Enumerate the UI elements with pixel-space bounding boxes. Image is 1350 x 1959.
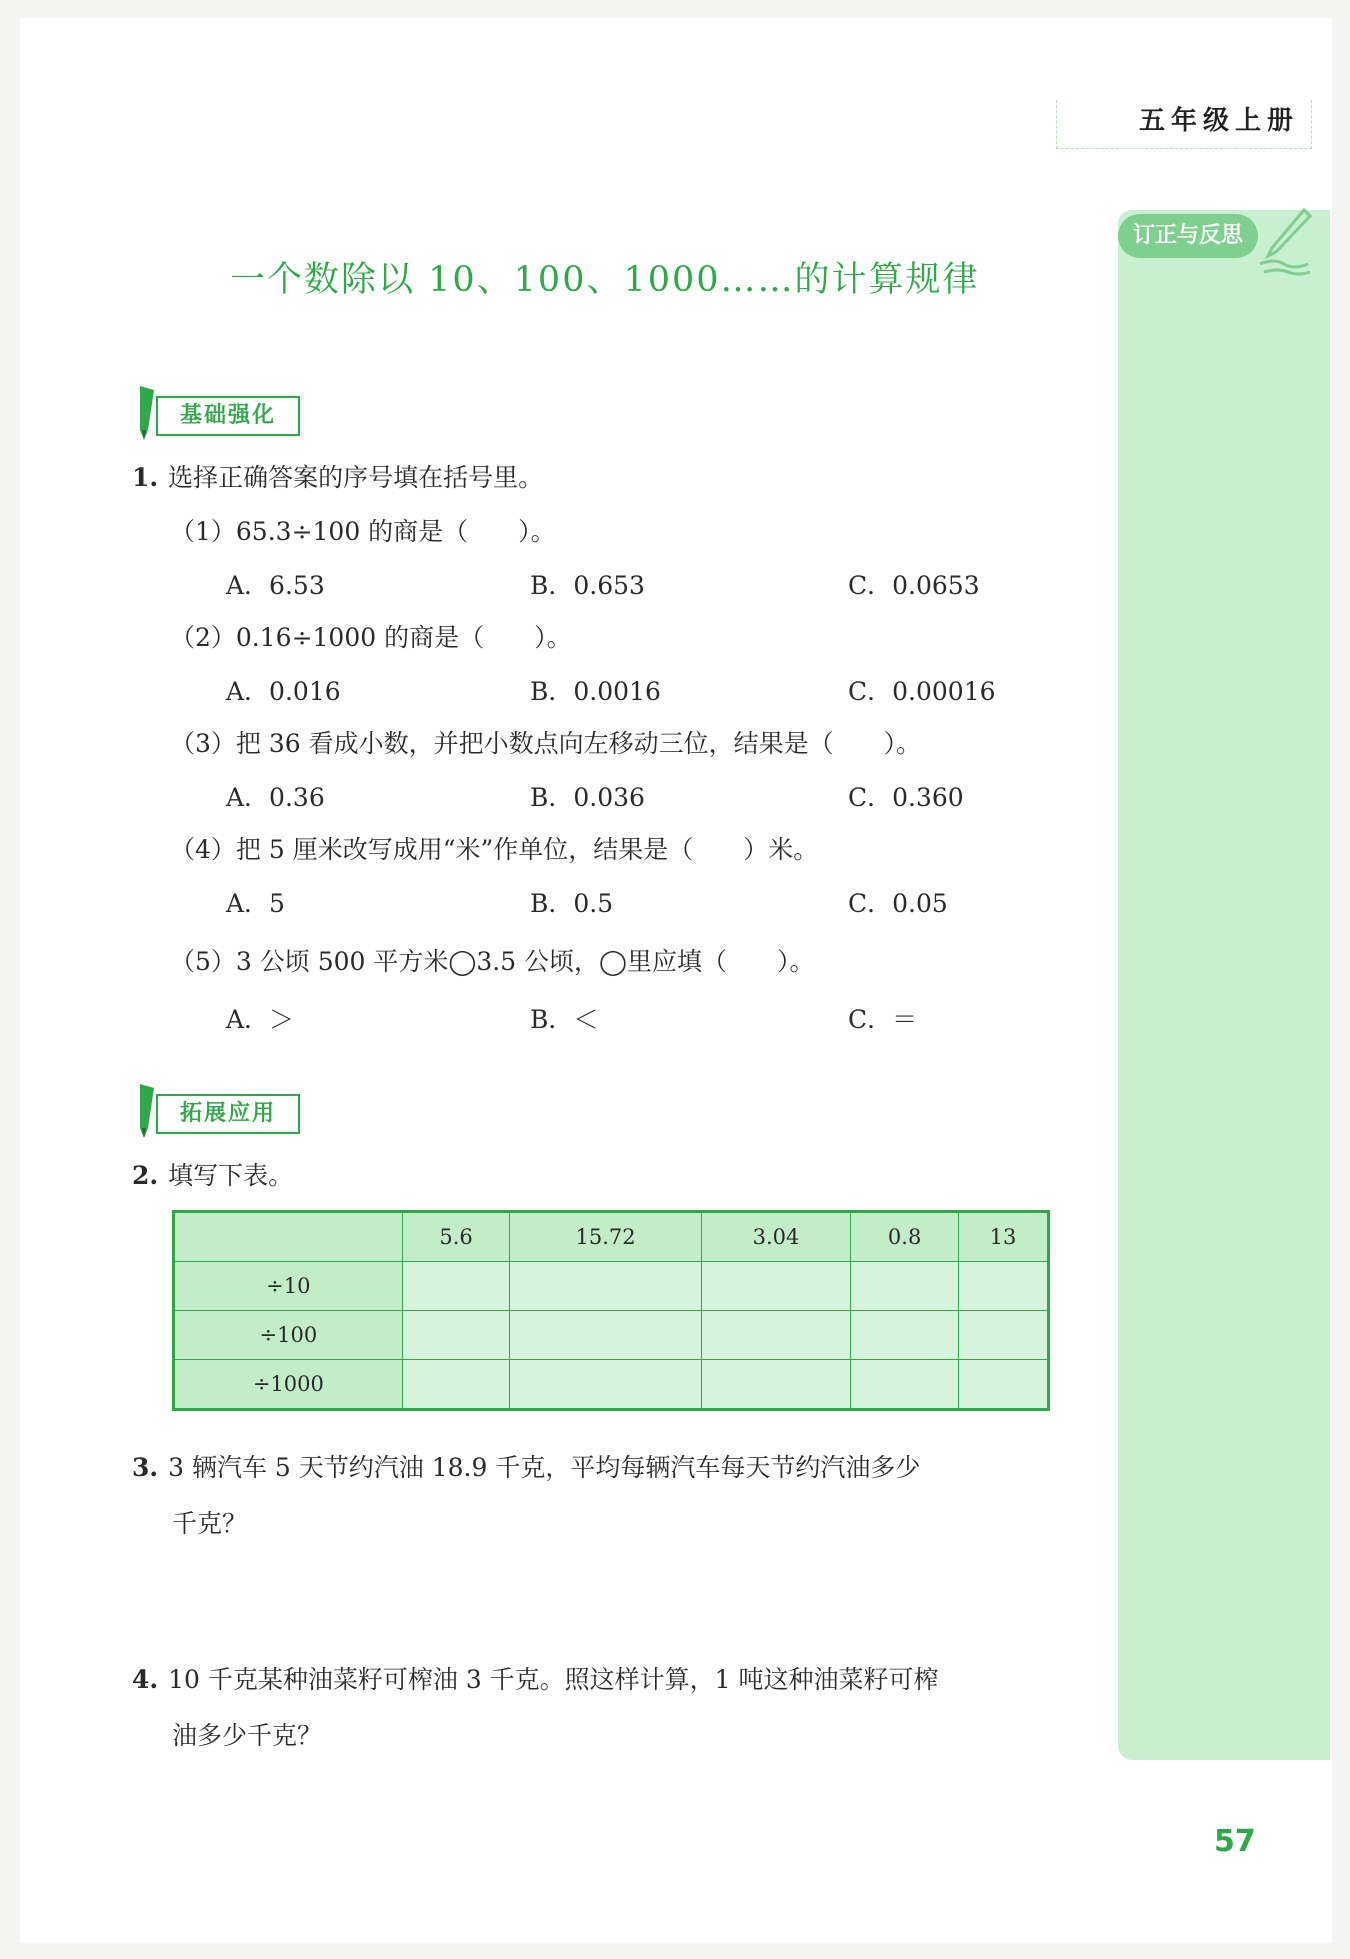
answer-cell[interactable] bbox=[402, 1311, 510, 1360]
q1-item-1-option-b[interactable]: B．0.653 bbox=[530, 571, 645, 600]
answer-cell[interactable] bbox=[510, 1311, 701, 1360]
question-text: 选择正确答案的序号填在括号里。 bbox=[168, 463, 544, 492]
answer-cell[interactable] bbox=[510, 1360, 701, 1410]
table-row bbox=[174, 1360, 1049, 1410]
table-row bbox=[174, 1262, 1049, 1311]
answer-cell[interactable] bbox=[958, 1262, 1048, 1311]
table-header-cell: 3.04 bbox=[701, 1212, 851, 1262]
pen-icon bbox=[1254, 206, 1314, 278]
q1-item-5-option-a[interactable]: A．＞ bbox=[226, 1005, 295, 1034]
answer-cell[interactable] bbox=[958, 1360, 1048, 1410]
question-number: 1. bbox=[132, 463, 159, 492]
q1-item-4-option-c[interactable]: C．0.05 bbox=[848, 889, 948, 918]
question-number: 2. bbox=[132, 1161, 159, 1190]
section-extend-label: 拓展应用 bbox=[156, 1094, 300, 1134]
row-header: ÷10 bbox=[174, 1262, 403, 1311]
grade-label: 五年级上册 bbox=[1138, 106, 1299, 136]
q1-item-2-option-a[interactable]: A．0.016 bbox=[226, 677, 341, 706]
table-header-cell: 0.8 bbox=[851, 1212, 959, 1262]
q1-item-3-stem: （3）把 36 看成小数，并把小数点向左移动三位，结果是（ ）。 bbox=[170, 729, 922, 758]
answer-area-3[interactable] bbox=[172, 1560, 1052, 1650]
q1-item-5-option-b[interactable]: B．＜ bbox=[530, 1005, 599, 1034]
q1-item-2-stem: （2）0.16÷1000 的商是（ ）。 bbox=[170, 623, 572, 652]
q1-item-2-option-b[interactable]: B．0.0016 bbox=[530, 677, 661, 706]
q1-item-3-option-a[interactable]: A．0.36 bbox=[226, 783, 325, 812]
answer-cell[interactable] bbox=[851, 1262, 959, 1311]
correction-label: 订正与反思 bbox=[1118, 214, 1258, 258]
page-title: 一个数除以 10、100、1000……的计算规律 bbox=[230, 260, 980, 300]
question-4 bbox=[132, 1660, 939, 1696]
question-1 bbox=[132, 458, 543, 494]
correction-panel[interactable] bbox=[1118, 210, 1330, 1760]
table-header-cell bbox=[174, 1212, 403, 1262]
question-3 bbox=[132, 1448, 920, 1484]
question-text: 填写下表。 bbox=[168, 1161, 294, 1190]
question-number: 3. bbox=[132, 1453, 159, 1482]
answer-cell[interactable] bbox=[958, 1311, 1048, 1360]
question-4-line2: 油多少千克？ bbox=[172, 1721, 323, 1750]
answer-cell[interactable] bbox=[510, 1262, 701, 1311]
q1-item-4-stem: （4）把 5 厘米改写成用“米”作单位，结果是（ ）米。 bbox=[170, 835, 819, 864]
question-2 bbox=[132, 1156, 293, 1192]
table-header-cell: 5.6 bbox=[402, 1212, 510, 1262]
question-text-line1: 3 辆汽车 5 天节约汽油 18.9 千克，平均每辆汽车每天节约汽油多少 bbox=[168, 1453, 921, 1482]
section-basic bbox=[132, 392, 302, 438]
answer-cell[interactable] bbox=[701, 1311, 851, 1360]
table-row bbox=[174, 1311, 1049, 1360]
q1-item-1-option-a[interactable]: A．6.53 bbox=[226, 571, 325, 600]
q1-item-2-option-c[interactable]: C．0.00016 bbox=[848, 677, 996, 706]
question-3-line2: 千克？ bbox=[172, 1509, 248, 1538]
q1-item-5-stem: （5）3 公顷 500 平方米◯3.5 公顷，◯里应填（ ）。 bbox=[170, 947, 815, 976]
row-header: ÷100 bbox=[174, 1311, 403, 1360]
q1-item-3-option-b[interactable]: B．0.036 bbox=[530, 783, 645, 812]
table-header-row bbox=[174, 1212, 1049, 1262]
table-header-cell: 13 bbox=[958, 1212, 1048, 1262]
answer-cell[interactable] bbox=[402, 1262, 510, 1311]
q1-item-1-stem: （1）65.3÷100 的商是（ ）。 bbox=[170, 517, 556, 546]
q1-item-3-option-c[interactable]: C．0.360 bbox=[848, 783, 964, 812]
row-header: ÷1000 bbox=[174, 1360, 403, 1410]
question-number: 4. bbox=[132, 1665, 159, 1694]
question-text-line1: 10 千克某种油菜籽可榨油 3 千克。照这样计算，1 吨这种油菜籽可榨 bbox=[168, 1665, 939, 1694]
table-header-cell: 15.72 bbox=[510, 1212, 701, 1262]
page-number: 57 bbox=[1214, 1824, 1256, 1859]
section-extend bbox=[132, 1090, 302, 1136]
answer-cell[interactable] bbox=[701, 1360, 851, 1410]
fill-table bbox=[172, 1210, 1050, 1411]
section-basic-label: 基础强化 bbox=[156, 396, 300, 436]
answer-cell[interactable] bbox=[851, 1311, 959, 1360]
q1-item-4-option-b[interactable]: B．0.5 bbox=[530, 889, 614, 918]
grade-header bbox=[1056, 100, 1312, 149]
answer-cell[interactable] bbox=[851, 1360, 959, 1410]
answer-cell[interactable] bbox=[402, 1360, 510, 1410]
q1-item-5-option-c[interactable]: C．＝ bbox=[848, 1005, 918, 1034]
answer-cell[interactable] bbox=[701, 1262, 851, 1311]
q1-item-4-option-a[interactable]: A．5 bbox=[226, 889, 285, 918]
answer-area-4[interactable] bbox=[172, 1770, 1052, 1810]
q1-item-1-option-c[interactable]: C．0.0653 bbox=[848, 571, 980, 600]
